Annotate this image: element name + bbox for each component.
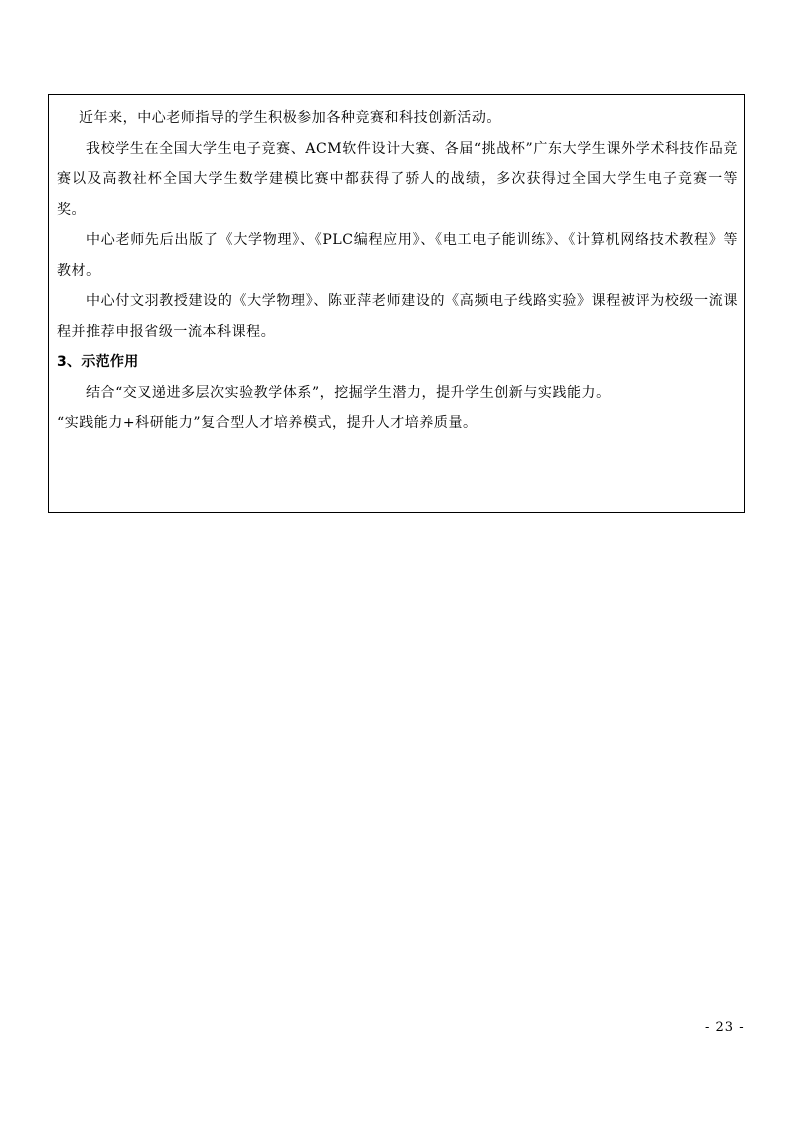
paragraph-textbooks: 中心老师先后出版了《大学物理》、《PLC编程应用》、《电工电子能训练》、《计算机网络技术教程》等教材。 <box>57 232 738 279</box>
content-table-cell <box>48 94 745 513</box>
paragraph-intro: 近年来，中心老师指导的学生积极参加各种竞赛和科技创新活动。 <box>79 110 501 126</box>
paragraph-demonstration: 结合“交叉递进多层次实验教学体系”，挖掘学生潜力，提升学生创新与实践能力。 <box>86 384 611 401</box>
paragraph-training-mode: “实践能力+科研能力”复合型人才培养模式，提升人才培养质量。 <box>57 415 478 431</box>
page-number: - 23 - <box>705 1020 745 1035</box>
paragraph-courses: 中心付文羽教授建设的《大学物理》、陈亚萍老师建设的《高频电子线路实验》课程被评为校级一流课程并推荐申报省级一流本科课程。 <box>57 293 738 340</box>
section-heading: 3、示范作用 <box>57 354 139 370</box>
paragraph-competitions: 我校学生在全国大学生电子竞赛、ACM软件设计大赛、各届“挑战杯”广东大学生课外学术科技作品竞赛以及高教社杯全国大学生数学建模比赛中都获得了骄人的战绩，多次获得过全国大学生电子竞赛一等奖。 <box>57 140 738 218</box>
